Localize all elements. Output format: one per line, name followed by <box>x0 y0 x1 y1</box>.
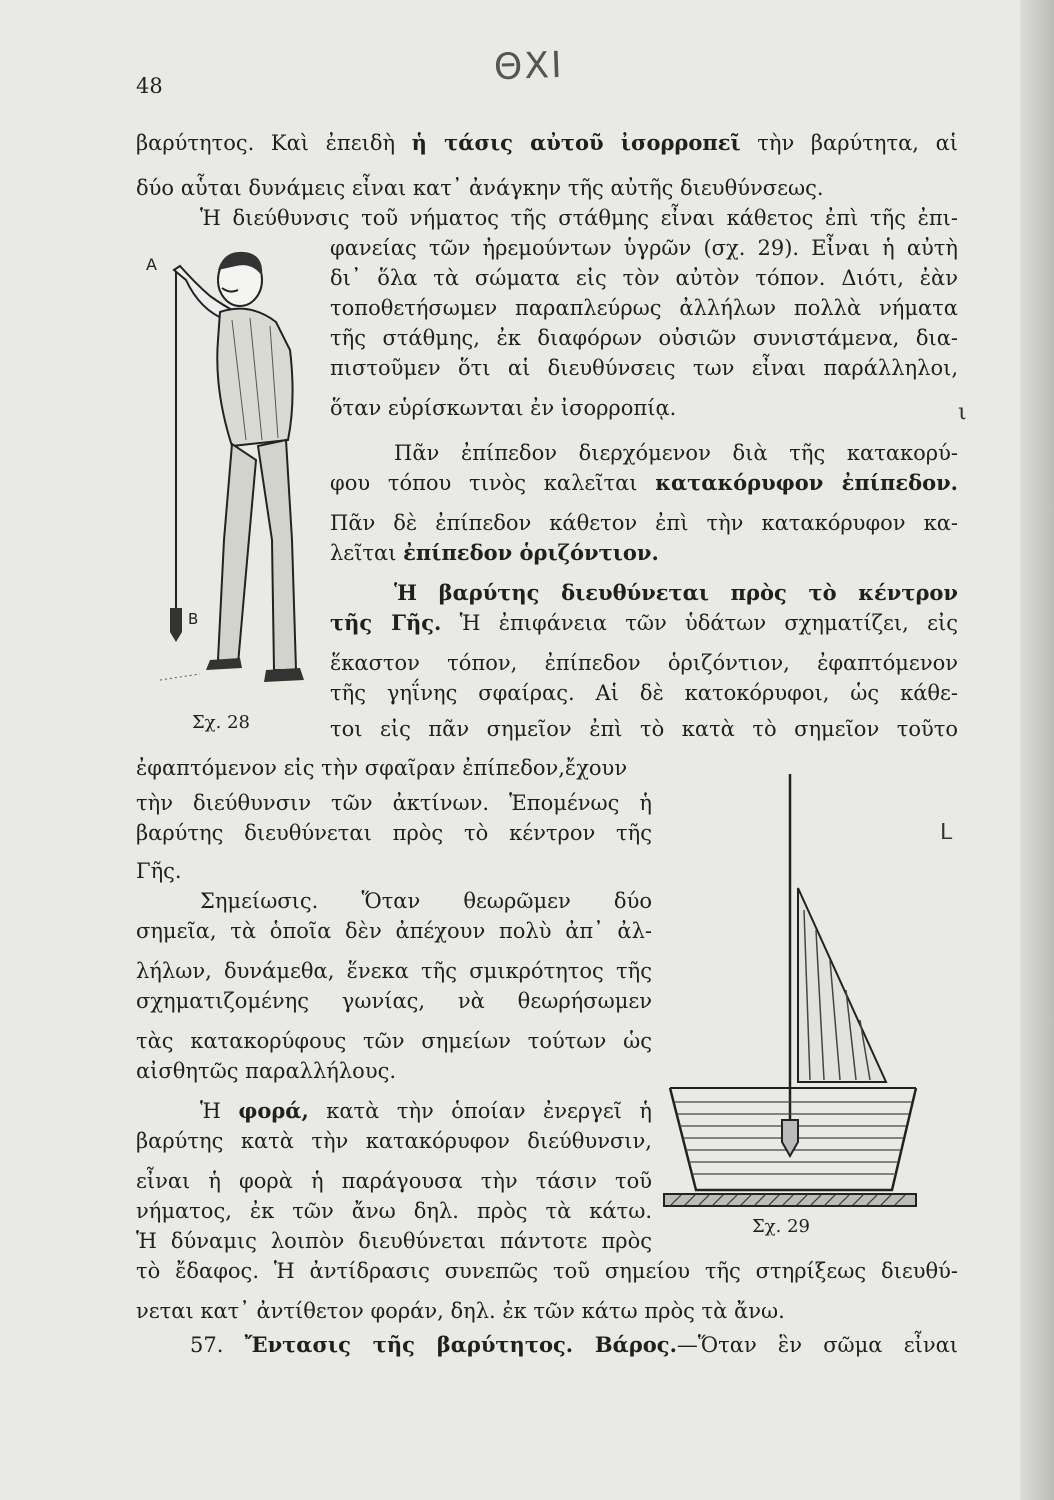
text-segment: σημεῖα, τὰ ὁποῖα δὲν ἀπέχουν πολὺ ἀπ᾽ ἀλ- <box>136 919 652 943</box>
text-line <box>330 538 659 568</box>
text-segment: εἶναι ἡ φορὰ ἡ παράγουσα τὴν τάσιν τοῦ <box>136 1169 652 1193</box>
margin-mark-2: ᒪ <box>940 820 953 845</box>
text-segment: νεται κατ᾽ ἀντίθετον φοράν, δηλ. ἐκ τῶν κάτω πρὸς τὰ ἄνω. <box>136 1299 785 1323</box>
text-segment: Σημείωσις. Ὅταν θεωρῶμεν δύο <box>200 889 652 913</box>
figure-28-plumb-man <box>140 240 330 710</box>
text-line <box>330 233 958 263</box>
text-line <box>136 1296 785 1326</box>
figure-29-tank <box>660 770 930 1210</box>
text-segment: κατὰ τὴν ὁποίαν ἐνεργεῖ ἡ <box>308 1099 652 1123</box>
bold-phrase: Ἔντασις τῆς βαρύτητος. Βάρος. <box>244 1332 677 1357</box>
text-segment: βαρύτης κατὰ τὴν κατακόρυφον διεύθυνσιν, <box>136 1129 652 1153</box>
text-segment: Ἡ δύναμις λοιπὸν διευθύνεται πάντοτε πρὸς <box>136 1229 652 1253</box>
text-segment: δύο αὗται δυνάμεις εἶναι κατ᾽ ἀνάγκην τῆς αὐτῆς διευθύνσεως. <box>136 176 824 200</box>
text-segment: τοποθετήσωμεν παραπλεύρως ἀλλήλων πολλὰ νήματα <box>330 296 958 320</box>
text-segment: Ἡ ἐπιφάνεια τῶν ὑδάτων σχηματίζει, εἰς <box>441 611 958 635</box>
text-segment: τὴν διεύθυνσιν τῶν ἀκτίνων. Ἑπομένως ἡ <box>136 791 652 815</box>
text-line <box>330 648 958 678</box>
text-line <box>136 1056 396 1086</box>
text-line <box>330 714 958 744</box>
text-segment: λεῖται <box>330 541 404 565</box>
text-line <box>330 263 958 293</box>
text-line <box>136 916 652 946</box>
text-line <box>136 753 627 783</box>
bold-phrase: τῆς Γῆς. <box>330 610 442 635</box>
text-segment: τῆς στάθμης, ἐκ διαφόρων οὐσιῶν συνιστάμενα, δια- <box>330 326 958 350</box>
text-segment: τοι εἰς πᾶν σημεῖον ἐπὶ τὸ κατὰ τὸ σημεῖον τοῦτο <box>330 717 958 741</box>
bold-phrase: ἡ τάσις αὐτοῦ ἰσορροπεῖ <box>411 130 741 155</box>
page-edge <box>1020 0 1054 1500</box>
text-line <box>136 1166 652 1196</box>
text-segment: βαρύτης διευθύνεται πρὸς τὸ κέντρον τῆς <box>136 821 652 845</box>
text-segment: Πᾶν ἐπίπεδον διερχόμενον διὰ τῆς κατακορύ- <box>394 441 958 465</box>
text-line <box>330 323 958 353</box>
figure-29-caption: Σχ. 29 <box>752 1216 810 1237</box>
text-line <box>394 578 958 608</box>
text-line <box>330 293 958 323</box>
text-line <box>136 986 652 1016</box>
text-segment: ἐφαπτόμενον εἰς τὴν σφαῖραν ἐπίπεδον,ἔχουν <box>136 756 628 780</box>
text-line <box>136 856 182 886</box>
text-segment: —Ὅταν ἓν σῶμα εἶναι <box>676 1333 958 1357</box>
text-line <box>136 1126 652 1156</box>
text-segment: 57. <box>190 1333 245 1357</box>
text-line <box>330 608 958 638</box>
text-line <box>394 438 958 468</box>
margin-mark-1: ι <box>958 400 967 425</box>
text-line <box>330 468 958 498</box>
text-line <box>136 956 652 986</box>
label-b: Β <box>188 610 199 628</box>
text-segment: νήματος, ἐκ τῶν ἄνω δηλ. πρὸς τὰ κάτω. <box>136 1199 652 1223</box>
text-line <box>330 508 958 538</box>
handwritten-note: ΘΧΙ <box>493 44 565 89</box>
text-segment: ἕκαστον τόπον, ἐπίπεδον ὁριζόντιον, ἐφαπτόμενον <box>330 651 958 675</box>
bold-phrase: κατακόρυφον ἐπίπεδον. <box>655 470 958 495</box>
text-line <box>330 678 958 708</box>
bold-phrase: Ἡ βαρύτης διευθύνεται πρὸς τὸ κέντρον <box>394 580 958 605</box>
text-line <box>136 788 652 818</box>
text-segment: τὴν βαρύτητα, αἱ <box>740 131 958 155</box>
text-segment: φου τόπου τινὸς καλεῖται <box>330 471 656 495</box>
text-segment: λήλων, δυνάμεθα, ἕνεκα τῆς σμικρότητος τῆς <box>136 959 652 983</box>
text-segment: Ἡ <box>200 1099 239 1123</box>
text-segment: φανείας τῶν ἠρεμούντων ὑγρῶν (σχ. 29). Εἶναι ἡ αὐτὴ <box>330 236 958 260</box>
text-segment: αἰσθητῶς παραλλήλους. <box>136 1059 397 1083</box>
text-segment: Γῆς. <box>136 859 182 883</box>
text-segment: τὰς κατακορύφους τῶν σημείων τούτων ὡς <box>136 1029 652 1053</box>
label-a: Α <box>146 255 157 274</box>
text-line <box>136 1226 652 1256</box>
text-line <box>136 1026 652 1056</box>
text-line <box>200 1096 652 1126</box>
text-line <box>136 1256 958 1286</box>
text-segment: τῆς γηΐνης σφαίρας. Αἱ δὲ κατοκόρυφοι, ὡς κάθε- <box>330 681 958 705</box>
text-segment: τὸ ἔδαφος. Ἡ ἀντίδρασις συνεπῶς τοῦ σημείου τῆς στηρίξεως διευθύ- <box>136 1259 958 1283</box>
text-line <box>136 1196 652 1226</box>
text-line <box>136 818 652 848</box>
text-segment: βαρύτητος. Καὶ ἐπειδὴ <box>136 131 412 155</box>
text-segment: πιστοῦμεν ὅτι αἱ διευθύνσεις των εἶναι παράλληλοι, <box>330 356 958 380</box>
bold-phrase: φορά, <box>238 1098 309 1123</box>
figure-28-caption: Σχ. 28 <box>192 712 250 733</box>
text-line <box>136 128 958 158</box>
text-segment: σχηματιζομένης γωνίας, νὰ θεωρήσωμεν <box>136 989 652 1013</box>
text-line <box>200 886 652 916</box>
text-line <box>330 353 958 383</box>
page-number: 48 <box>136 74 163 98</box>
text-segment: δι᾽ ὅλα τὰ σώματα εἰς τὸν αὐτὸν τόπον. Διότι, ἐὰν <box>330 266 958 290</box>
text-segment: Πᾶν δὲ ἐπίπεδον κάθετον ἐπὶ τὴν κατακόρυφον κα- <box>330 511 958 535</box>
bold-phrase: ἐπίπεδον ὁριζόντιον. <box>403 540 659 565</box>
text-line <box>190 1330 958 1360</box>
text-line <box>136 173 824 203</box>
text-line <box>330 393 676 423</box>
text-segment: ὅταν εὑρίσκωνται ἐν ἰσορροπίᾳ. <box>330 396 677 420</box>
text-segment: Ἡ διεύθυνσις τοῦ νήματος τῆς στάθμης εἶναι κάθετος ἐπὶ τῆς ἐπι- <box>200 206 958 230</box>
text-line <box>200 203 958 233</box>
